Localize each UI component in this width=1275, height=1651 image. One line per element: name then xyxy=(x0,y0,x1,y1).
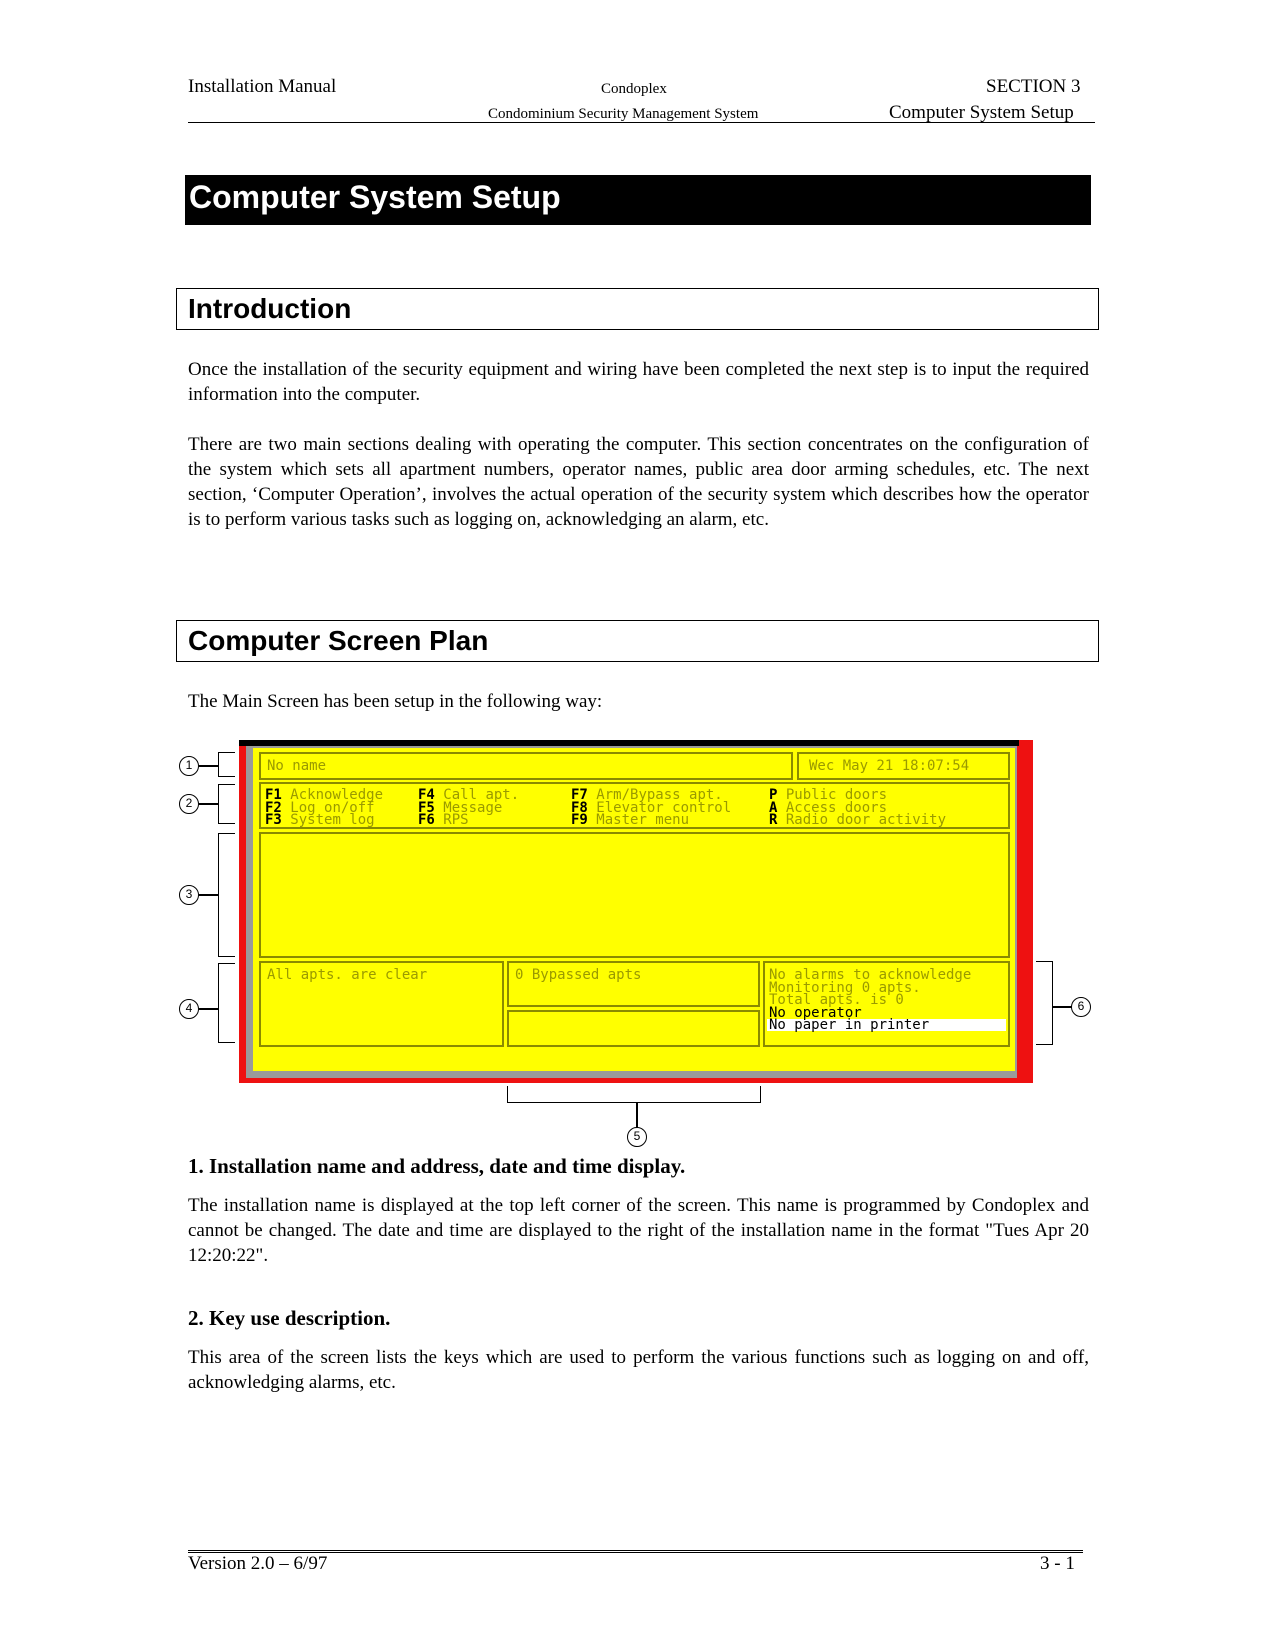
key-description-pane xyxy=(259,782,1010,829)
callout-bracket xyxy=(218,833,235,957)
key-label: Acknowledge xyxy=(290,787,384,803)
callout-leader xyxy=(199,894,218,896)
page-title-bar xyxy=(185,175,1091,225)
callout-leader xyxy=(199,1008,218,1010)
datetime-pane xyxy=(797,752,1010,780)
key-f3: F3 xyxy=(265,812,282,828)
key-f8: F8 xyxy=(571,799,588,816)
callout-1: 1 xyxy=(179,756,199,776)
section-heading-text: Computer Screen Plan xyxy=(188,625,489,656)
page-title: Computer System Setup xyxy=(189,179,561,215)
callout-bracket xyxy=(218,784,235,824)
key-label: System log xyxy=(290,812,375,828)
intro-paragraph-1: Once the installation of the security equipment and wiring have been completed the next step is to input the required information into the computer. xyxy=(188,359,1089,405)
header-rule xyxy=(188,122,1095,123)
system-status-lines xyxy=(769,969,971,1032)
key-column-3 xyxy=(571,789,731,827)
key-p: P xyxy=(769,787,778,803)
key-f4: F4 xyxy=(418,787,435,803)
screen-plan-intro: The Main Screen has been setup in the following way: xyxy=(188,691,603,712)
key-f7: F7 xyxy=(571,787,588,803)
header-left: Installation Manual xyxy=(188,76,337,97)
item-1-text: The installation name is displayed at the top left corner of the screen. This name is programmed by Condoplex and cannot be changed. The date and time are displayed to the right of the installation name in the format "Tues Apr 20 12:20:22". xyxy=(188,1195,1089,1266)
message-pane xyxy=(507,1010,760,1047)
apartment-status-pane xyxy=(259,961,504,1047)
callout-leader xyxy=(199,803,218,805)
status-line: Total apts. is 0 xyxy=(769,992,904,1008)
key-f9: F9 xyxy=(571,812,588,828)
item-1-heading: 1. Installation name and address, date and time display. xyxy=(188,1154,686,1178)
callout-leader xyxy=(1053,1006,1072,1008)
callout-bracket xyxy=(218,963,235,1043)
datetime-display: Wec May 21 18:07:54 xyxy=(809,758,970,774)
bypassed-count: 0 Bypassed apts xyxy=(515,967,642,983)
section-heading-text: Introduction xyxy=(188,293,352,324)
status-line: No operator xyxy=(769,1004,862,1021)
screen-top-edge xyxy=(239,740,1019,746)
status-line: No alarms to acknowledge xyxy=(769,967,972,983)
status-line: No paper in printer xyxy=(769,1017,930,1033)
callout-leader xyxy=(636,1103,638,1128)
key-f1: F1 xyxy=(265,787,282,803)
key-r: R xyxy=(769,812,778,828)
key-label: Arm/Bypass apt. xyxy=(596,787,723,803)
callout-bracket xyxy=(507,1086,761,1103)
header-center-bottom: Condominium Security Management System xyxy=(488,106,759,122)
key-label: Message xyxy=(443,799,503,816)
key-column-2 xyxy=(418,789,519,827)
key-label: Elevator control xyxy=(596,799,732,816)
callout-bracket xyxy=(218,752,235,777)
key-column-4 xyxy=(769,789,946,827)
key-label: Access doors xyxy=(785,799,888,816)
callout-4: 4 xyxy=(179,999,199,1019)
system-status-pane xyxy=(763,961,1010,1047)
key-f5: F5 xyxy=(418,799,435,816)
header-center-top: Condoplex xyxy=(601,81,667,97)
key-f2: F2 xyxy=(265,799,282,816)
footer-version: Version 2.0 – 6/97 xyxy=(188,1553,328,1574)
page-number: 3 - 1 xyxy=(1040,1553,1075,1574)
callout-6: 6 xyxy=(1071,997,1091,1017)
key-f6: F6 xyxy=(418,812,435,828)
key-label: Radio door activity xyxy=(785,812,947,828)
callout-2: 2 xyxy=(179,794,199,814)
key-column-1 xyxy=(265,789,383,827)
key-label: RPS xyxy=(443,812,469,828)
header-right-top: SECTION 3 xyxy=(986,76,1081,97)
apartment-status: All apts. are clear xyxy=(267,967,428,983)
key-label: Public doors xyxy=(785,787,888,803)
bypassed-pane xyxy=(507,961,760,1007)
section-heading-introduction xyxy=(176,288,1099,330)
header-right-bottom: Computer System Setup xyxy=(889,102,1074,123)
key-label: Log on/off xyxy=(290,799,375,816)
intro-paragraph-2: There are two main sections dealing with operating the computer. This section concentrates on the configuration of the system which sets all apartment numbers, operator names, public area door arming schedules, etc. The next section, ‘Computer Operation’, involves the actual operation of the security system which describes how the operator is to perform various tasks such as logging on, acknowledging an alarm, etc. xyxy=(188,434,1089,530)
item-2-heading: 2. Key use description. xyxy=(188,1306,391,1330)
callout-5: 5 xyxy=(627,1127,647,1147)
main-display-area xyxy=(259,832,1010,958)
callout-3: 3 xyxy=(179,885,199,905)
status-line: Monitoring 0 apts. xyxy=(769,979,921,996)
key-a: A xyxy=(769,799,778,816)
installation-name-pane xyxy=(259,752,793,780)
key-label: Call apt. xyxy=(443,787,520,803)
installation-name: No name xyxy=(267,758,327,774)
section-heading-screen-plan xyxy=(176,620,1099,662)
callout-leader xyxy=(199,765,218,767)
key-label: Master menu xyxy=(596,812,690,828)
item-2-text: This area of the screen lists the keys which are used to perform the various functions such as logging on and off, acknowledging alarms, etc. xyxy=(188,1347,1089,1393)
callout-bracket xyxy=(1036,961,1053,1045)
